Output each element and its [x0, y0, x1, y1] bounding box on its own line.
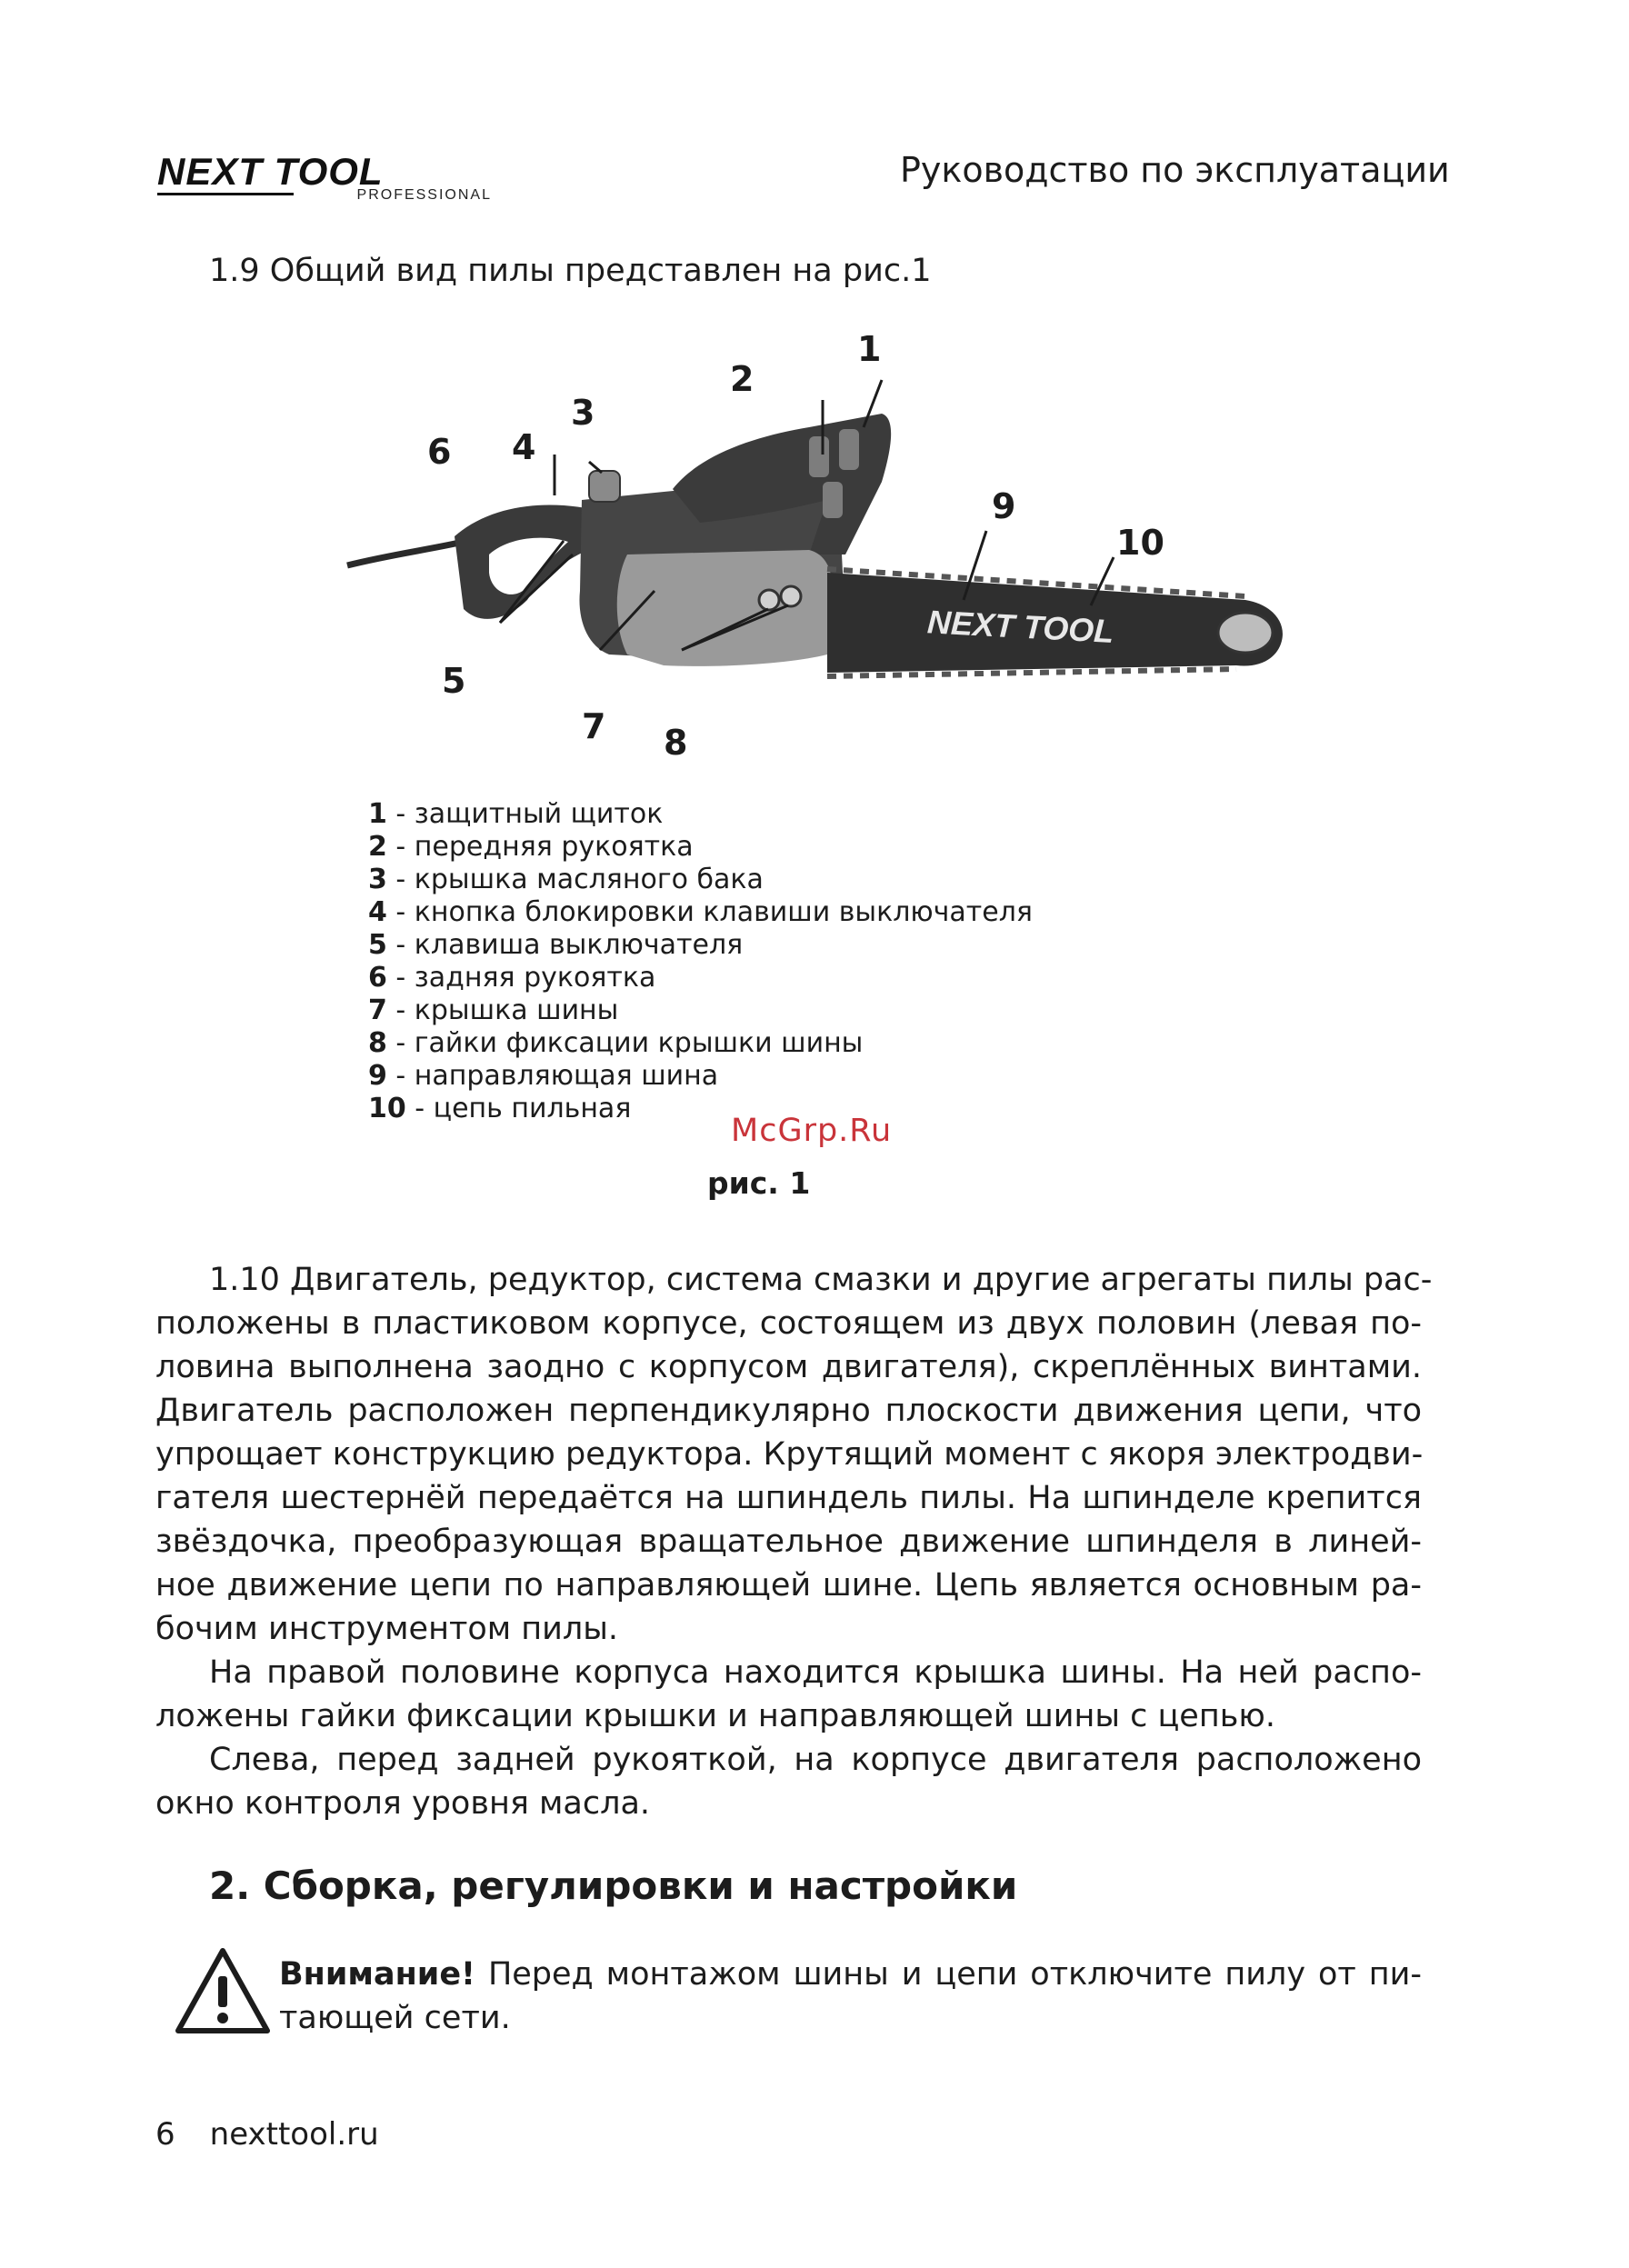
legend-item: [368, 1060, 1033, 1093]
warning-line: Внимание! Перед монтажом шины и цепи отключите пилу от пи-: [279, 1956, 1422, 1993]
warning-icon: [173, 1945, 273, 2036]
legend-text: - крышка масляного бака: [386, 864, 764, 895]
text-line: гателя шестернёй передаётся на шпиндель пилы. На шпинделе крепится: [155, 1480, 1422, 1516]
legend-item: [368, 1027, 1033, 1060]
callout-2: 2: [730, 359, 755, 399]
figure-caption: рис. 1: [707, 1165, 811, 1201]
legend-num: 9: [368, 1060, 387, 1092]
legend-text: - задняя рукоятка: [386, 962, 656, 994]
legend-text: - передняя рукоятка: [386, 831, 694, 863]
callout-1: 1: [857, 329, 882, 369]
legend-text: - клавиша выключателя: [386, 929, 744, 961]
header-title: Руководство по эксплуатации: [900, 150, 1450, 190]
text-line: Двигатель расположен перпендикулярно плоскости движения цепи, что: [155, 1393, 1422, 1429]
paragraph-2: [155, 1651, 1422, 1738]
legend-item: [368, 798, 1033, 831]
legend-text: - направляющая шина: [386, 1060, 719, 1092]
paragraph-1: [155, 1258, 1433, 1651]
legend-num: 8: [368, 1027, 387, 1059]
warning-line: тающей сети.: [279, 2000, 511, 2036]
bar-nut-1: [759, 590, 779, 610]
paragraph-3: [155, 1738, 1422, 1825]
text-line: бочим инструментом пилы.: [155, 1611, 619, 1647]
bar-cover: [617, 550, 833, 666]
warning-text: [279, 1953, 1422, 2040]
legend-item: [368, 994, 1033, 1027]
legend-text: - крышка шины: [386, 994, 619, 1026]
power-cord: [347, 542, 464, 565]
callout-5: 5: [442, 661, 466, 701]
bar-nut-2: [781, 586, 801, 606]
legend-text: - защитный щиток: [386, 798, 664, 830]
legend-text: - гайки фиксации крышки шины: [386, 1027, 864, 1059]
legend-num: 2: [368, 831, 387, 863]
legend-text: - кнопка блокировки клавиши выключателя: [386, 896, 1033, 928]
logo-subtitle: PROFESSIONAL: [356, 187, 492, 203]
text-line: ложены гайки фиксации крышки и направляющей шины с цепью.: [155, 1698, 1275, 1734]
page-number: 6: [155, 2116, 175, 2153]
text-line: 1.10 Двигатель, редуктор, система смазки и другие агрегаты пилы рас-: [209, 1262, 1433, 1298]
callout-6: 6: [427, 432, 452, 472]
text-line: положены в пластиковом корпусе, состоящем из двух половин (левая по-: [155, 1305, 1422, 1342]
watermark-link[interactable]: McGrp.Ru: [731, 1113, 893, 1149]
figure-legend: [368, 798, 1033, 1125]
intro-text: 1.9 Общий вид пилы представлен на рис.1: [209, 253, 932, 289]
text-line: окно контроля уровня масла.: [155, 1785, 651, 1822]
legend-text: - цепь пильная: [405, 1093, 632, 1124]
text-line: На правой половине корпуса находится крышка шины. На ней распо-: [209, 1654, 1422, 1691]
legend-num: 5: [368, 929, 387, 961]
callout-9: 9: [992, 486, 1016, 526]
callout-3: 3: [571, 393, 595, 433]
callout-4: 4: [512, 427, 536, 467]
footer-site: nexttool.ru: [209, 2116, 379, 2153]
legend-num: 10: [368, 1093, 406, 1124]
legend-item: [368, 831, 1033, 864]
legend-item: [368, 864, 1033, 896]
legend-item: [368, 1093, 1033, 1125]
legend-item: [368, 896, 1033, 929]
legend-item: [368, 929, 1033, 962]
bar-brand-text: NEXT TOOL: [926, 603, 1115, 650]
logo-rule: [157, 193, 294, 195]
legend-num: 7: [368, 994, 387, 1026]
warning-label: Внимание!: [279, 1956, 476, 1993]
legend-num: 6: [368, 962, 387, 994]
text-line: упрощает конструкцию редуктора. Крутящий момент с якоря электродви-: [155, 1436, 1424, 1473]
callout-7: 7: [582, 706, 606, 746]
text-line: ловина выполнена заодно с корпусом двигателя), скреплённых винтами.: [155, 1349, 1422, 1385]
brand-logo: [157, 150, 494, 209]
page-footer: [155, 2116, 414, 2153]
text-line: ное движение цепи по направляющей шине. Цепь является основным ра-: [155, 1567, 1422, 1604]
text-line: Слева, перед задней рукояткой, на корпусе двигателя расположено: [209, 1742, 1422, 1778]
bar-nose: [1218, 613, 1273, 653]
chainsaw-figure: [336, 327, 1300, 764]
legend-item: [368, 962, 1033, 994]
oil-cap: [589, 471, 620, 502]
legend-num: 3: [368, 864, 387, 895]
callout-10: 10: [1116, 523, 1164, 563]
section-heading: 2. Сборка, регулировки и настройки: [209, 1863, 1018, 1908]
legend-num: 4: [368, 896, 387, 928]
legend-num: 1: [368, 798, 387, 830]
logo-wordmark: NEXT TOOL: [157, 150, 384, 193]
text-line: звёздочка, преобразующая вращательное движение шпинделя в линей-: [155, 1524, 1422, 1560]
callout-8: 8: [664, 723, 688, 763]
